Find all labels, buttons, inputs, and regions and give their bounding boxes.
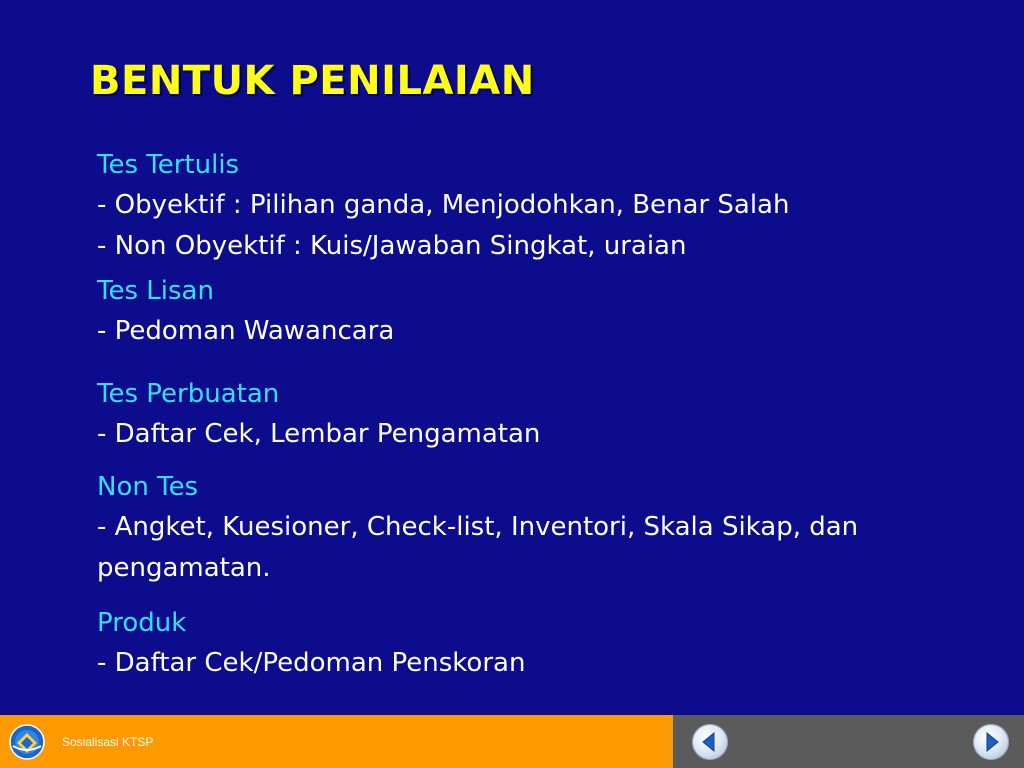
section-line: - Daftar Cek, Lembar Pengamatan <box>97 419 541 449</box>
section-line: - Obyektif : Pilihan ganda, Menjodohkan, Benar Salah <box>97 190 790 220</box>
section-tes-lisan <box>97 271 997 352</box>
section-tes-perbuatan <box>97 374 997 455</box>
next-slide-button[interactable] <box>973 724 1009 760</box>
section-heading: Tes Perbuatan <box>97 379 280 409</box>
section-tes-tertulis <box>97 145 997 267</box>
slide-content <box>97 145 997 684</box>
section-heading: Tes Lisan <box>97 276 214 306</box>
section-line: - Daftar Cek/Pedoman Penskoran <box>97 648 526 678</box>
section-line: - Non Obyektif : Kuis/Jawaban Singkat, uraian <box>97 231 687 261</box>
footer-bar <box>0 715 1024 768</box>
slide-title: BENTUK PENILAIAN <box>90 58 535 104</box>
section-line: - Angket, Kuesioner, Check-list, Inventori, Skala Sikap, dan pengamatan. <box>97 512 859 583</box>
section-line: - Pedoman Wawancara <box>97 316 395 346</box>
footer-text: Sosialisasi KTSP <box>62 735 154 749</box>
previous-arrow-icon <box>692 724 728 760</box>
next-arrow-icon <box>973 724 1009 760</box>
section-non-tes <box>97 467 997 589</box>
section-produk <box>97 603 997 684</box>
section-heading: Tes Tertulis <box>97 150 240 180</box>
footer-left-panel <box>0 715 673 768</box>
tut-wuri-handayani-logo-icon <box>8 724 46 760</box>
section-heading: Produk <box>97 608 187 638</box>
section-heading: Non Tes <box>97 472 199 502</box>
previous-slide-button[interactable] <box>692 724 728 760</box>
